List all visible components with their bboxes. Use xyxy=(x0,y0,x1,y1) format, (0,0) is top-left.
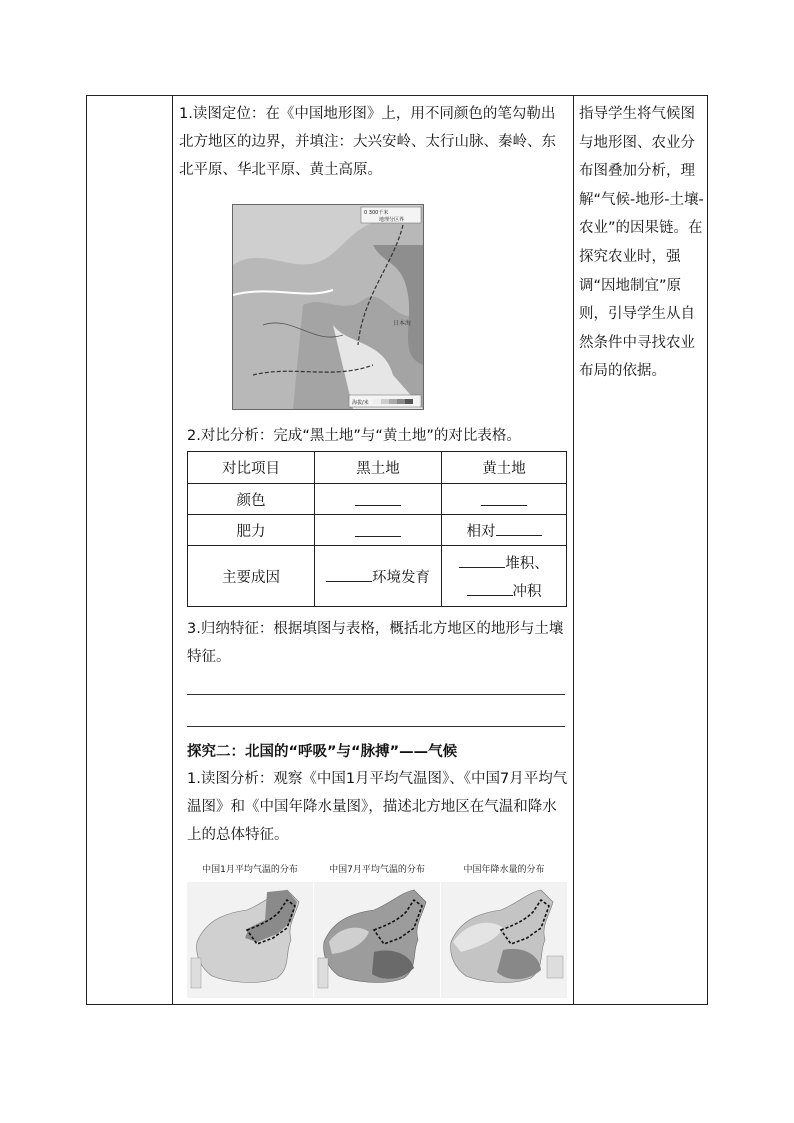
china-terrain-map xyxy=(232,204,424,410)
answer-line[interactable] xyxy=(187,694,565,695)
blank-line[interactable] xyxy=(355,520,401,537)
answer-line[interactable] xyxy=(187,726,565,727)
header-cell: 对比项目 xyxy=(188,452,315,484)
header-cell: 黑土地 xyxy=(315,452,442,484)
row-label: 颜色 xyxy=(188,484,315,515)
header-cell: 黄土地 xyxy=(442,452,567,484)
blank-line[interactable] xyxy=(467,579,513,596)
elevation-legend: 海拔/米 xyxy=(352,400,369,406)
blank-line[interactable] xyxy=(481,489,527,506)
map-caption: 中国年降水量的分布 xyxy=(463,865,545,875)
map-annual-precip xyxy=(441,864,567,1000)
map-boundary-legend: 地理分区界 xyxy=(379,217,405,223)
teacher-guidance: 指导学生将气候图与地形图、农业分布图叠加分析，理解“气候-地形-土壤-农业”的因果链。在探究农业时，强调“因地制宜”原则，引导学生从自然条件中寻找农业布局的依据。 xyxy=(579,106,704,380)
blank-line[interactable] xyxy=(459,551,505,568)
task-map-locate: 1.读图定位：在《中国地形图》上，用不同颜色的笔勾勒出北方地区的边界，并填注：大兴安岭、太行山脉、秦岭、东北平原、华北平原、黄土高原。 xyxy=(179,106,556,178)
map-caption: 中国1月平均气温的分布 xyxy=(202,865,298,875)
map-jul-temp xyxy=(314,864,440,1000)
climate-maps xyxy=(187,864,567,1000)
table-row xyxy=(188,484,567,515)
sea-label: 日本海 xyxy=(393,320,412,327)
activity-column xyxy=(179,96,569,184)
soil-comparison-table xyxy=(187,451,567,607)
cell-suffix: 堆积、 xyxy=(505,556,549,572)
row-label: 主要成因 xyxy=(188,546,315,607)
blank-line[interactable] xyxy=(355,489,401,506)
table-row xyxy=(188,546,567,607)
column-divider-left xyxy=(172,96,173,1004)
task-compare: 2.对比分析：完成“黑土地”与“黄土地”的对比表格。 xyxy=(187,428,521,444)
cell-suffix: 冲积 xyxy=(512,584,542,600)
section-title: 探究二：北国的“呼吸”与“脉搏”——气候 xyxy=(187,744,458,760)
cell-prefix: 相对 xyxy=(466,524,496,540)
map-caption: 中国7月平均气温的分布 xyxy=(329,865,425,875)
table-row xyxy=(188,515,567,546)
blank-line[interactable] xyxy=(496,519,542,536)
lesson-table xyxy=(86,95,708,1005)
map-jan-temp xyxy=(187,864,313,1000)
column-divider-right xyxy=(573,96,574,1004)
blank-line[interactable] xyxy=(326,565,372,582)
task-climate: 1.读图分析：观察《中国1月平均气温图》、《中国7月平均气温图》和《中国年降水量图》，描述北方地区在气温和降水上的总体特征。 xyxy=(187,771,568,843)
table-header-row xyxy=(188,452,567,484)
row-label: 肥力 xyxy=(188,515,315,546)
task-summarize: 3.归纳特征：根据填图与表格，概括北方地区的地形与土壤特征。 xyxy=(187,621,564,665)
cell-suffix: 环境发育 xyxy=(372,570,430,586)
map-scale-label: 0 300千米 xyxy=(364,210,389,216)
